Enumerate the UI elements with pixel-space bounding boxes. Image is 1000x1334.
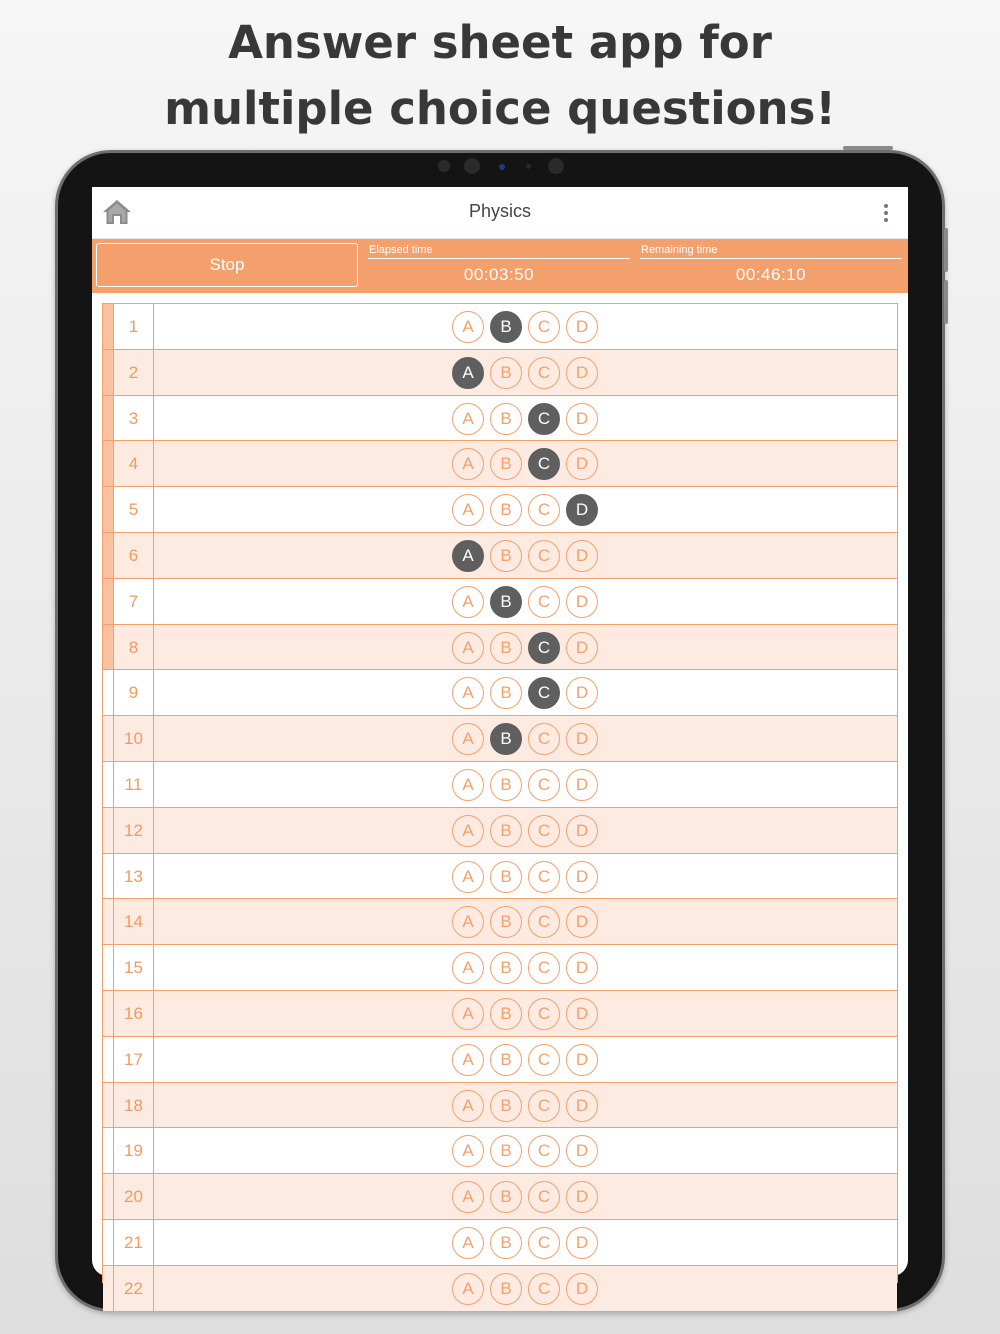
choice-group [452, 540, 598, 572]
choice-c-button[interactable]: C [528, 540, 560, 572]
choice-group [452, 311, 598, 343]
choice-c-button[interactable]: C [528, 1227, 560, 1259]
choice-d-button[interactable]: D [566, 540, 598, 572]
choice-c-button[interactable]: C [528, 906, 560, 938]
progress-marker [103, 762, 114, 807]
choice-a-button[interactable]: A [452, 403, 484, 435]
volume-up-button [944, 228, 948, 272]
choice-a-button[interactable]: A [452, 723, 484, 755]
choice-a-button[interactable]: A [452, 815, 484, 847]
sensor-icon [438, 160, 450, 172]
question-number: 17 [114, 1037, 154, 1082]
choice-b-button[interactable]: B [490, 632, 522, 664]
choice-a-button[interactable]: A [452, 632, 484, 664]
choice-d-button[interactable]: D [566, 1044, 598, 1076]
choice-b-button[interactable]: B [490, 723, 522, 755]
question-number: 1 [114, 304, 154, 349]
question-row [103, 808, 897, 854]
choice-b-button[interactable]: B [490, 1227, 522, 1259]
choice-c-button[interactable]: C [528, 1135, 560, 1167]
choice-c-button[interactable]: C [528, 1090, 560, 1122]
choice-group [452, 632, 598, 664]
progress-marker [103, 1128, 114, 1173]
progress-marker [103, 441, 114, 486]
question-row [103, 1266, 897, 1312]
progress-marker [103, 670, 114, 715]
choice-c-button[interactable]: C [528, 311, 560, 343]
question-number: 7 [114, 579, 154, 624]
progress-marker [103, 304, 114, 349]
progress-marker [103, 899, 114, 944]
choice-c-button[interactable]: C [528, 586, 560, 618]
choice-a-button[interactable]: A [452, 952, 484, 984]
question-number: 5 [114, 487, 154, 532]
question-row [103, 854, 897, 900]
choice-d-button[interactable]: D [566, 357, 598, 389]
question-row [103, 304, 897, 350]
remaining-time-value: 00:46:10 [735, 265, 807, 284]
question-number: 8 [114, 625, 154, 670]
choice-a-button[interactable]: A [452, 1044, 484, 1076]
choice-d-button[interactable]: D [566, 448, 598, 480]
question-row [103, 1083, 897, 1129]
choice-group [452, 494, 598, 526]
choice-c-button[interactable]: C [528, 448, 560, 480]
page-title: Physics [468, 201, 531, 221]
choice-c-button[interactable]: C [528, 815, 560, 847]
choice-group [452, 1273, 598, 1305]
question-row [103, 1037, 897, 1083]
choice-d-button[interactable]: D [566, 815, 598, 847]
sensor-icon [499, 164, 505, 170]
choice-a-button[interactable]: A [452, 311, 484, 343]
choice-b-button[interactable]: B [490, 540, 522, 572]
choice-group [452, 906, 598, 938]
choice-a-button[interactable]: A [452, 586, 484, 618]
choice-c-button[interactable]: C [528, 861, 560, 893]
choice-b-button[interactable]: B [490, 1181, 522, 1213]
question-number: 14 [114, 899, 154, 944]
more-vertical-icon[interactable] [880, 202, 892, 224]
choice-group [452, 357, 598, 389]
question-number: 13 [114, 854, 154, 899]
choice-a-button[interactable]: A [452, 540, 484, 572]
question-row [103, 441, 897, 487]
choice-b-button[interactable]: B [490, 952, 522, 984]
choice-group [452, 448, 598, 480]
choice-c-button[interactable]: C [528, 1273, 560, 1305]
choice-a-button[interactable]: A [452, 494, 484, 526]
headline-line-2: multiple choice questions! [164, 82, 836, 135]
progress-marker [103, 625, 114, 670]
choice-b-button[interactable]: B [490, 311, 522, 343]
choice-group [452, 1044, 598, 1076]
stop-button[interactable]: Stop [96, 243, 358, 287]
progress-marker [103, 396, 114, 441]
choice-d-button[interactable]: D [566, 769, 598, 801]
choice-b-button[interactable]: B [490, 448, 522, 480]
elapsed-time [368, 243, 630, 289]
choice-a-button[interactable]: A [452, 357, 484, 389]
question-row [103, 487, 897, 533]
choice-b-button[interactable]: B [490, 861, 522, 893]
choice-b-button[interactable]: B [490, 494, 522, 526]
choice-c-button[interactable]: C [528, 677, 560, 709]
choice-group [452, 861, 598, 893]
question-number: 2 [114, 350, 154, 395]
choice-b-button[interactable]: B [490, 906, 522, 938]
question-number: 3 [114, 396, 154, 441]
choice-c-button[interactable]: C [528, 494, 560, 526]
camera-icon [464, 158, 480, 174]
question-row [103, 579, 897, 625]
remaining-time [640, 243, 902, 289]
choice-a-button[interactable]: A [452, 1135, 484, 1167]
choice-d-button[interactable]: D [566, 1090, 598, 1122]
question-row [103, 533, 897, 579]
choice-d-button[interactable]: D [566, 952, 598, 984]
question-number: 11 [114, 762, 154, 807]
choice-b-button[interactable]: B [490, 1044, 522, 1076]
choice-b-button[interactable]: B [490, 998, 522, 1030]
choice-a-button[interactable]: A [452, 769, 484, 801]
choice-b-button[interactable]: B [490, 403, 522, 435]
progress-marker [103, 1174, 114, 1219]
progress-marker [103, 991, 114, 1036]
progress-marker [103, 1037, 114, 1082]
choice-group [452, 1181, 598, 1213]
choice-b-button[interactable]: B [490, 1273, 522, 1305]
choice-group [452, 1135, 598, 1167]
choice-group [452, 998, 598, 1030]
answer-list [102, 303, 898, 1298]
app-bar [92, 187, 908, 239]
question-row [103, 396, 897, 442]
top-button [843, 146, 893, 150]
choice-a-button[interactable]: A [452, 861, 484, 893]
choice-c-button[interactable]: C [528, 1044, 560, 1076]
choice-group [452, 1227, 598, 1259]
sensor-icon [526, 164, 531, 169]
question-row [103, 1220, 897, 1266]
question-row [103, 625, 897, 671]
question-row [103, 350, 897, 396]
progress-marker [103, 1266, 114, 1311]
choice-d-button[interactable]: D [566, 861, 598, 893]
question-number: 18 [114, 1083, 154, 1128]
progress-marker [103, 533, 114, 578]
choice-a-button[interactable]: A [452, 1227, 484, 1259]
question-number: 22 [114, 1266, 154, 1311]
question-number: 16 [114, 991, 154, 1036]
choice-d-button[interactable]: D [566, 1227, 598, 1259]
question-row [103, 899, 897, 945]
choice-b-button[interactable]: B [490, 1090, 522, 1122]
choice-a-button[interactable]: A [452, 448, 484, 480]
choice-group [452, 952, 598, 984]
app-screen [92, 187, 908, 1298]
question-number: 4 [114, 441, 154, 486]
question-row [103, 762, 897, 808]
elapsed-time-label: Elapsed time [368, 243, 630, 259]
choice-a-button[interactable]: A [452, 906, 484, 938]
question-number: 19 [114, 1128, 154, 1173]
choice-b-button[interactable]: B [490, 357, 522, 389]
progress-marker [103, 716, 114, 761]
progress-marker [103, 1083, 114, 1128]
choice-c-button[interactable]: C [528, 1181, 560, 1213]
choice-d-button[interactable]: D [566, 586, 598, 618]
choice-c-button[interactable]: C [528, 952, 560, 984]
question-number: 9 [114, 670, 154, 715]
choice-d-button[interactable]: D [566, 1273, 598, 1305]
progress-marker [103, 945, 114, 990]
choice-d-button[interactable]: D [566, 998, 598, 1030]
question-number: 10 [114, 716, 154, 761]
sensor-icon [548, 158, 564, 174]
choice-c-button[interactable]: C [528, 357, 560, 389]
choice-group [452, 1090, 598, 1122]
choice-d-button[interactable]: D [566, 632, 598, 664]
progress-marker [103, 808, 114, 853]
choice-b-button[interactable]: B [490, 586, 522, 618]
volume-down-button [944, 280, 948, 324]
choice-a-button[interactable]: A [452, 1273, 484, 1305]
question-row [103, 716, 897, 762]
choice-group [452, 403, 598, 435]
choice-d-button[interactable]: D [566, 494, 598, 526]
choice-d-button[interactable]: D [566, 403, 598, 435]
question-row [103, 1128, 897, 1174]
question-row [103, 1174, 897, 1220]
choice-group [452, 586, 598, 618]
choice-group [452, 677, 598, 709]
question-number: 20 [114, 1174, 154, 1219]
headline-line-1: Answer sheet app for [228, 16, 772, 69]
choice-group [452, 769, 598, 801]
progress-marker [103, 579, 114, 624]
question-number: 21 [114, 1220, 154, 1265]
choice-b-button[interactable]: B [490, 1135, 522, 1167]
choice-d-button[interactable]: D [566, 677, 598, 709]
choice-b-button[interactable]: B [490, 769, 522, 801]
question-row [103, 991, 897, 1037]
promo-headline [0, 10, 1000, 142]
choice-b-button[interactable]: B [490, 815, 522, 847]
choice-d-button[interactable]: D [566, 906, 598, 938]
choice-a-button[interactable]: A [452, 998, 484, 1030]
question-number: 15 [114, 945, 154, 990]
timer-bar [92, 239, 908, 293]
choice-b-button[interactable]: B [490, 677, 522, 709]
choice-c-button[interactable]: C [528, 769, 560, 801]
progress-marker [103, 1220, 114, 1265]
choice-c-button[interactable]: C [528, 723, 560, 755]
choice-d-button[interactable]: D [566, 1181, 598, 1213]
choice-c-button[interactable]: C [528, 998, 560, 1030]
choice-d-button[interactable]: D [566, 723, 598, 755]
choice-d-button[interactable]: D [566, 311, 598, 343]
progress-marker [103, 487, 114, 532]
elapsed-time-value: 00:03:50 [463, 265, 535, 284]
choice-group [452, 723, 598, 755]
question-number: 12 [114, 808, 154, 853]
question-number: 6 [114, 533, 154, 578]
progress-marker [103, 854, 114, 899]
choice-c-button[interactable]: C [528, 403, 560, 435]
progress-marker [103, 350, 114, 395]
question-row [103, 945, 897, 991]
choice-d-button[interactable]: D [566, 1135, 598, 1167]
choice-a-button[interactable]: A [452, 677, 484, 709]
choice-a-button[interactable]: A [452, 1090, 484, 1122]
choice-group [452, 815, 598, 847]
choice-c-button[interactable]: C [528, 632, 560, 664]
question-row [103, 670, 897, 716]
remaining-time-label: Remaining time [640, 243, 902, 259]
choice-a-button[interactable]: A [452, 1181, 484, 1213]
